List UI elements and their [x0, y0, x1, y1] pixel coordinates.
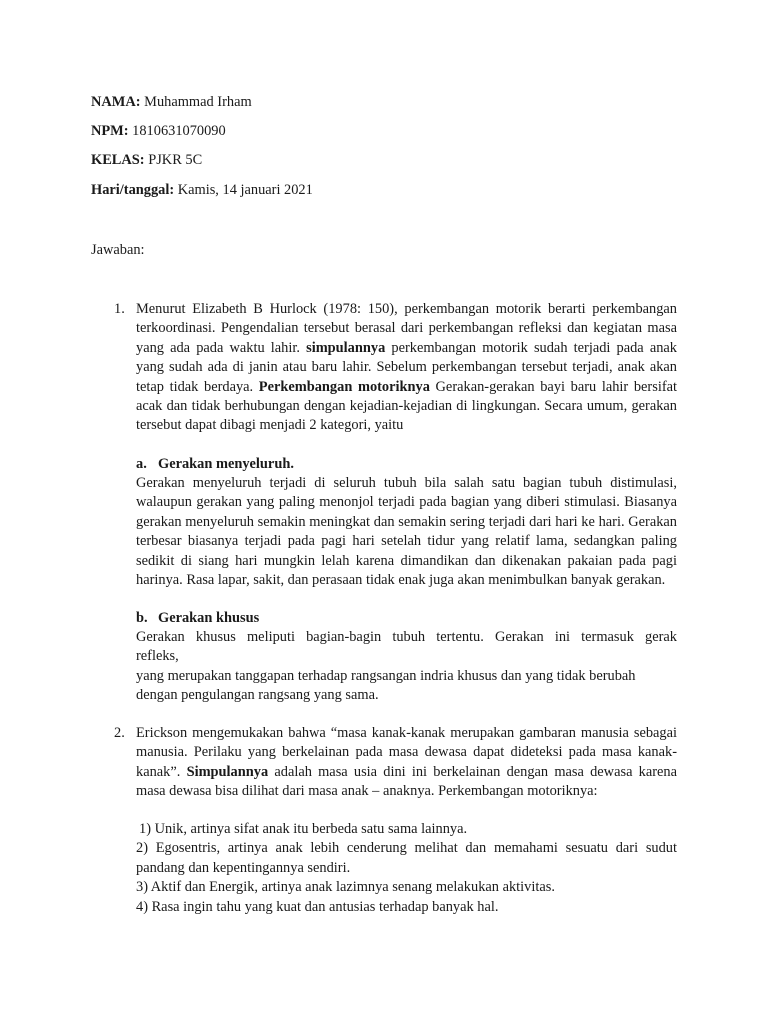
sub-a-heading: [136, 455, 677, 474]
tanggal-value: Kamis, 14 januari 2021: [174, 182, 313, 198]
sub-b-line-3: yang merupakan tanggapan terhadap rangsangan indria khusus dan yang tidak berubah: [136, 667, 636, 684]
nama-label: NAMA:: [91, 94, 141, 110]
kelas-field: [91, 151, 202, 170]
npm-value: 1810631070090: [128, 123, 226, 139]
jawaban-heading: Jawaban:: [91, 242, 145, 258]
motorik-list: [136, 820, 677, 917]
list-item: 1) Unik, artinya sifat anak itu berbeda satu sama lainnya.: [139, 821, 468, 837]
kelas-value: PJKR 5C: [144, 152, 203, 168]
nama-field: [91, 93, 252, 112]
item2-text-b: adalah masa usia dini ini berkelainan dengan masa dewasa karena masa dewasa bisa dilihat dari masa anak – anaknya. Perkembangan motoriknya:: [136, 763, 677, 800]
item-number: 1.: [114, 301, 125, 317]
list-item: 2) Egosentris, artinya anak lebih cenderung melihat dan memahami sesuatu dari sudut pandang dan kepentingannya sendiri.: [136, 840, 677, 876]
sub-b-title: Gerakan khusus: [158, 610, 260, 626]
item1-text-c: Gerakan-gerakan bayi baru lahir bersifat acak dan tidak berhubungan dengan kejadian-kejadian di lingkungan. Secara umum, gerakan tersebut dapat dibagi menjadi 2 kategori, yaitu: [136, 378, 677, 434]
sub-a-letter: a.: [136, 456, 147, 472]
npm-field: [91, 122, 226, 141]
item1-text-a: Menurut Elizabeth B Hurlock (1978: 150), perkembangan motorik berarti perkembangan terkoordinasi. Pengendalian tersebut berasal dari perkembangan refleksi dan kegiatan masa yang ada pada waktu lahir.: [136, 301, 677, 356]
tanggal-label: Hari/tanggal:: [91, 182, 175, 198]
item-number: 2.: [114, 725, 125, 741]
sub-b-heading: [136, 609, 677, 628]
nama-value: Muhammad Irham: [140, 94, 252, 110]
tanggal-field: [91, 181, 313, 200]
sub-a-body: Gerakan menyeluruh terjadi di seluruh tubuh bila salah satu bagian tubuh distimulasi, walaupun gerakan yang paling menonjol terjadi pada bagian yang diberi stimulasi. Biasanya gerakan menyeluruh semakin meningkat dan semakin sering terjadi dari hari ke hari. Gerakan terbesar biasanya terjadi pada pagi hari setelah tidur yang relatif lama, sedangkan paling sedikit di siang hari mungkin lelah karena dimandikan dan dikenakan pakaian pada pagi harinya. Rasa lapar, sakit, dan perasaan tidak enak juga akan menimbulkan banyak gerakan.: [136, 475, 677, 589]
item1-bold-a: simpulannya: [306, 339, 386, 356]
kelas-label: KELAS:: [91, 152, 145, 168]
sub-b-letter: b.: [136, 610, 148, 626]
answer-item-2: [114, 724, 677, 802]
item2-bold-a: Simpulannya: [186, 763, 269, 780]
sub-a-title: Gerakan menyeluruh.: [158, 456, 294, 472]
sub-b-line-1: Gerakan khusus meliputi bagian-bagin tubuh tertentu. Gerakan ini termasuk gerak: [136, 629, 677, 645]
sub-b-line-4: dengan pengulangan rangsang yang sama.: [136, 687, 379, 704]
sub-b-body: [136, 628, 677, 706]
sub-b-line-2: refleks,: [136, 648, 179, 665]
list-item: 4) Rasa ingin tahu yang kuat dan antusias terhadap banyak hal.: [136, 898, 499, 915]
list-item: 3) Aktif dan Energik, artinya anak lazimnya senang melakukan aktivitas.: [136, 879, 555, 896]
item1-bold-b: Perkembangan motoriknya: [258, 378, 430, 395]
item2-text-a: Erickson mengemukakan bahwa “masa kanak-kanak merupakan gambaran manusia sebagai manusia. Perilaku yang berkelainan pada masa dewasa dapat dideteksi pada masa kanak-kanak”.: [136, 725, 677, 780]
item1-text-b: perkembangan motorik sudah terjadi pada anak yang sudah ada di janin atau baru lahir. Sebelum perkembangan tersebut terjadi, anak akan tetap tidak berdaya.: [136, 339, 677, 395]
npm-label: NPM:: [91, 123, 129, 139]
answer-item-1: [114, 300, 677, 436]
